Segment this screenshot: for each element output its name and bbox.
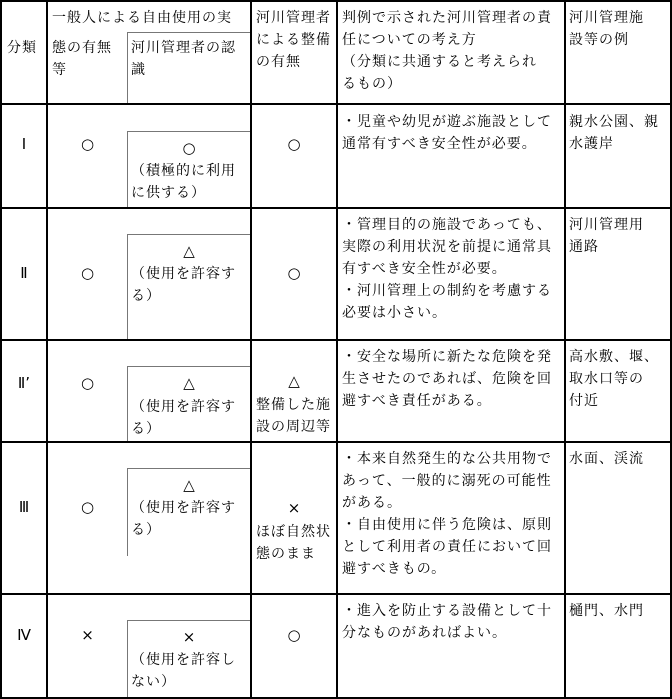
row-5-seibi-mark: ○	[287, 626, 301, 644]
row-3-jiyu: ○	[80, 374, 95, 392]
row-2-seibi-mark: ○	[287, 264, 301, 282]
header-jiyu-left: 態の有無 等	[52, 40, 112, 78]
header-sekinin: 判例で示された河川管理者の責 任についての考え方 （分類に共通すると考えられ るもの）	[342, 10, 552, 92]
header-seibi: 河川管理者 による整備 の有無	[256, 10, 331, 70]
row-5-jiyu: ×	[81, 626, 94, 644]
row-4-jiyu: ○	[80, 498, 95, 516]
header-rei: 河川管理施 設等の例	[569, 10, 644, 48]
row-2-rei: 河川管理用 通路	[569, 217, 644, 255]
row-2-sekinin: ・管理目的の施設であっても、 実際の利用状況を前提に通常具 有すべき安全性が必要。 ・河川管理上の制約を考慮する 必要は小さい。	[342, 217, 552, 321]
row-2-ninshiki-note: （使用を許容す る）	[131, 266, 236, 304]
row-4-rei: 水面、渓流	[569, 451, 644, 467]
row-3-ninshiki-mark: △	[183, 374, 195, 392]
row-5-ninshiki-mark: ×	[182, 628, 196, 646]
row-1-sekinin: ・児童や幼児が遊ぶ施設として 通常有すべき安全性が必要。	[342, 114, 552, 152]
header-bunrui: 分類	[7, 40, 37, 56]
row-2-ninshiki-mark: △	[183, 242, 195, 260]
row-1-bunrui: Ⅰ	[21, 135, 27, 153]
row-2-jiyu: ○	[80, 264, 95, 282]
row-1-jiyu: ○	[80, 135, 95, 153]
row-2-bunrui: Ⅱ	[20, 264, 28, 282]
row-4-ninshiki-note: （使用を許容す る）	[131, 500, 236, 538]
row-4-seibi-mark: ×	[287, 499, 301, 517]
row-1-ninshiki-note: （積極的に利用 に供する）	[131, 163, 236, 201]
row-5-ninshiki-note: （使用を許容し ない）	[131, 652, 236, 690]
row-4-bunrui: Ⅲ	[18, 498, 30, 516]
row-3-ninshiki-note: （使用を許容す る）	[131, 399, 236, 437]
row-4-seibi-note: ほぼ自然状 態のまま	[256, 524, 331, 562]
row-5-rei: 樋門、水門	[569, 603, 644, 619]
header-ninshiki: 河川管理者の認 識	[131, 40, 236, 78]
row-3-rei: 高水敷、堰、 取水口等の 付近	[569, 349, 659, 409]
row-1-ninshiki-mark: ○	[182, 139, 196, 157]
row-3-sekinin: ・安全な場所に新たな危険を発 生させたのであれば、危険を回 避すべき責任がある。	[342, 349, 552, 409]
row-3-seibi-note: 整備した施 設の周辺等	[256, 397, 331, 435]
row-3-bunrui: Ⅱ’	[17, 374, 31, 392]
row-1-rei: 親水公園、親 水護岸	[569, 114, 659, 152]
row-5-sekinin: ・進入を防止する設備として十 分なものがあればよい。	[342, 603, 552, 641]
header-jiyu-top: 一般人による自由使用の実	[52, 10, 232, 26]
row-4-sekinin: ・本来自然発生的な公共用物で あって、一般的に溺死の可能性 がある。 ・自由使用に伴う危険は、原則 として利用者の責任において回 避すべきもの。	[342, 451, 552, 577]
row-5-bunrui: Ⅳ	[17, 626, 31, 644]
row-4-ninshiki-mark: △	[183, 476, 195, 494]
row-3-seibi-mark: △	[288, 372, 300, 390]
row-1-seibi-mark: ○	[287, 135, 301, 153]
